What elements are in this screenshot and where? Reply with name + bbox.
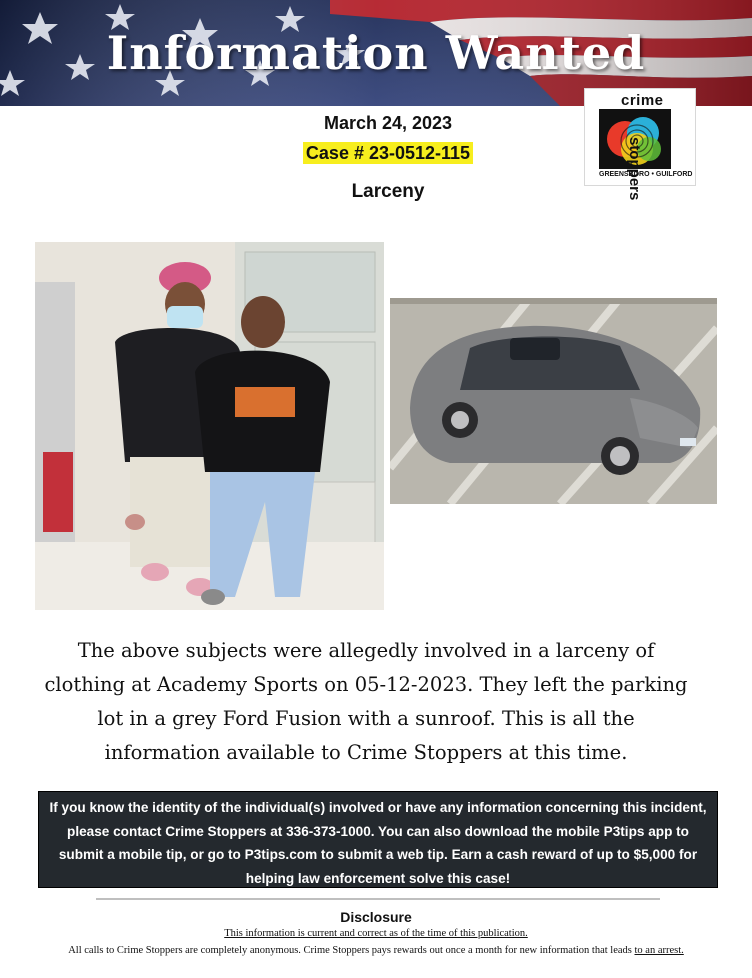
incident-description: The above subjects were allegedly involved in a larceny of clothing at Academy Sports on 05-12-2023. They left the parking lot in a grey Ford Fusion with a sunroof. This is all the information available to Crime Stoppers at this time.	[44, 639, 688, 764]
crime-type: Larceny	[351, 181, 425, 202]
bulletin-date: March 24, 2023	[323, 113, 453, 133]
divider	[96, 898, 660, 900]
tip-box	[38, 791, 718, 888]
logo-word-stoppers: stoppers	[626, 137, 643, 201]
disclosure-line-1: This information is current and correct as of the time of this publication.	[224, 928, 528, 939]
disclosure-title: Disclosure	[340, 909, 412, 925]
disclosure-line-2-end: to an arrest.	[634, 945, 684, 956]
disclosure-line-2-text: All calls to Crime Stoppers are completely anonymous. Crime Stoppers pays rewards out once a month for new information that leads	[68, 945, 635, 956]
page-title: Information Wanted	[106, 26, 646, 80]
tip-box-text: If you know the identity of the individual(s) involved or have any information concerning this incident, please contact Crime Stoppers at 336-373-1000. You can also download the mobile P3tips app to submit a mobile tip, or go to P3tips.com to submit a web tip. Earn a cash reward of up to $5,000 for helping law enforcement solve this case!	[49, 800, 707, 886]
logo-subtitle: GREENSBORO • GUILFORD	[599, 171, 693, 178]
logo-word-crime: crime	[621, 92, 664, 109]
case-number-text: Case # 23-0512-115	[303, 142, 473, 164]
case-number	[0, 143, 752, 164]
vehicle-photo	[390, 298, 717, 504]
disclosure-line-2	[30, 943, 722, 958]
suspects-photo	[35, 242, 384, 610]
crime-stoppers-logo	[584, 88, 696, 201]
